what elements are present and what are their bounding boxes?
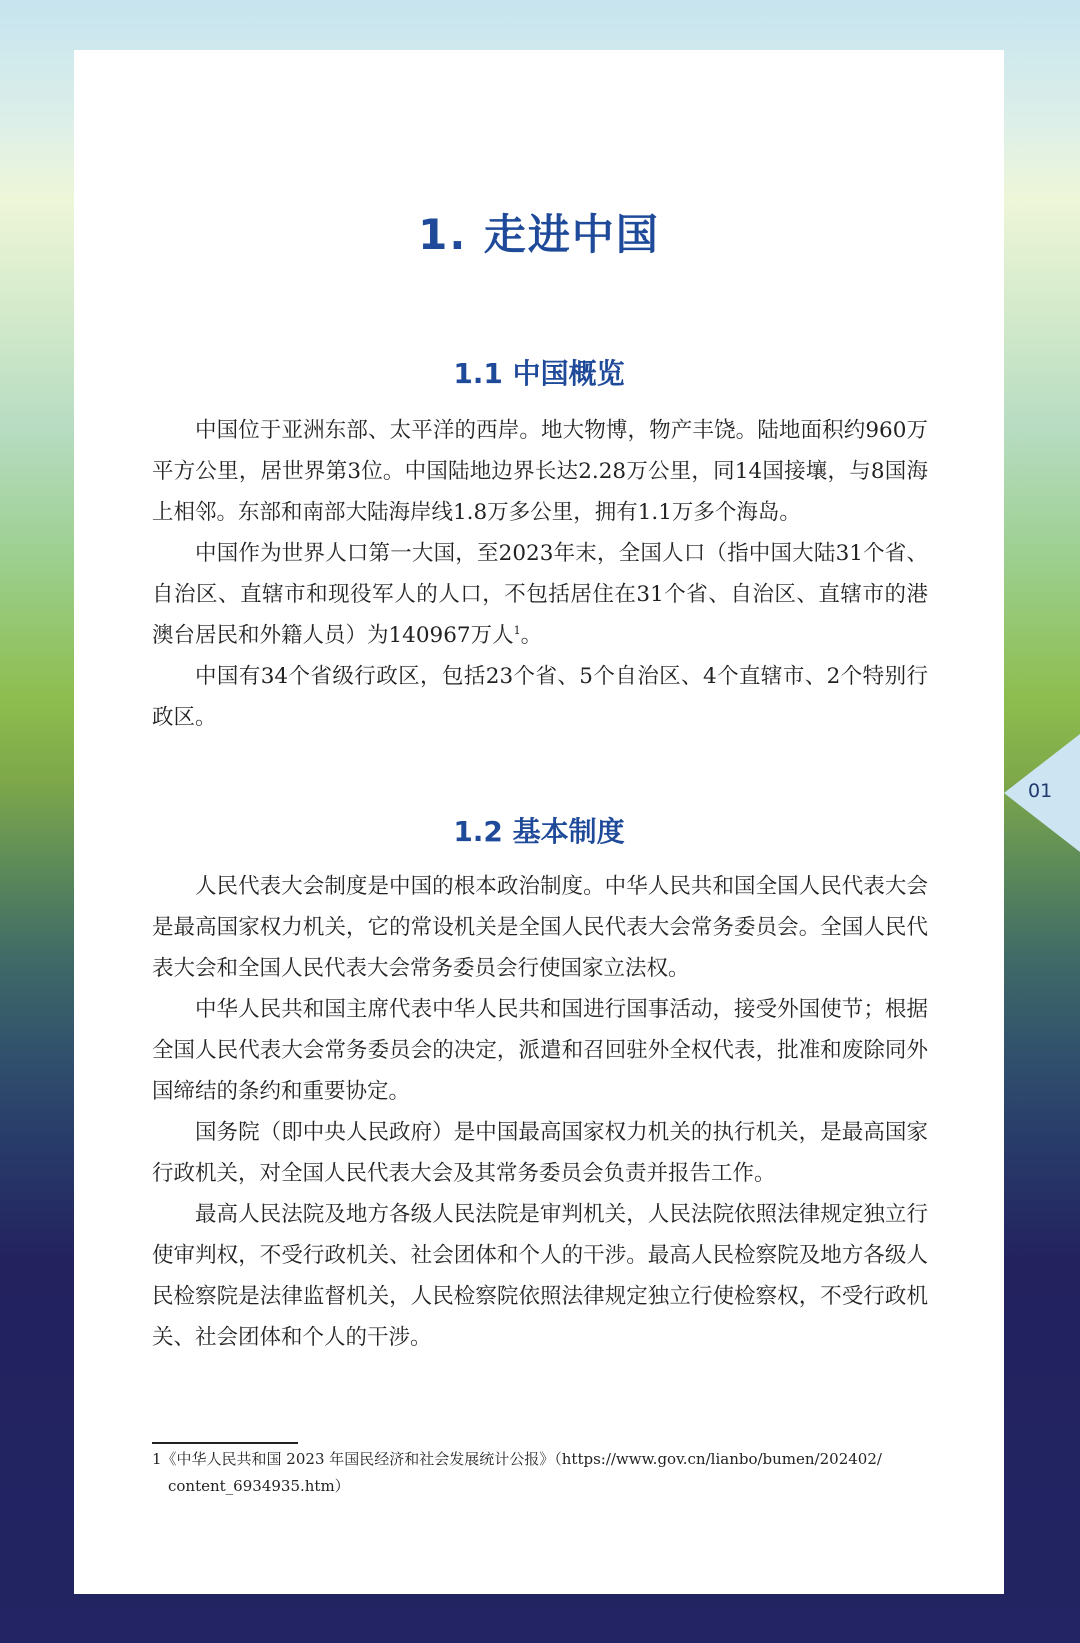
section-body-overview: [152, 410, 928, 738]
section-heading-overview: 1.1 中国概览: [453, 357, 625, 390]
footnote-divider: [152, 1442, 298, 1444]
paragraph: 中华人民共和国主席代表中华人民共和国进行国事活动，接受外国使节；根据全国人民代表大会常务委员会的决定，派遣和召回驻外全权代表，批准和废除同外国缔结的条约和重要协定。: [152, 997, 928, 1104]
paragraph: [152, 533, 928, 656]
section-heading-basic-system: 1.2 基本制度: [453, 815, 625, 848]
paragraph: 人民代表大会制度是中国的根本政治制度。中华人民共和国全国人民代表大会是最高国家权力机关，它的常设机关是全国人民代表大会常务委员会。全国人民代表大会和全国人民代表大会常务委员会行使国家立法权。: [152, 874, 928, 981]
chapter-title: 1. 走进中国: [418, 210, 660, 259]
footnote-line: content_6934935.htm）: [168, 1477, 350, 1495]
paragraph-end-punctuation: 。: [520, 623, 543, 648]
page-number: 01: [1028, 780, 1053, 802]
section-body-basic-system: [152, 866, 928, 1358]
footnote-line: 1《中华人民共和国 2023 年国民经济和社会发展统计公报》（https://www.gov.cn/lianbo/bumen/202402/: [152, 1450, 882, 1468]
footnote-reference: 1: [513, 623, 521, 637]
paragraph: 中国位于亚洲东部、太平洋的西岸。地大物博，物产丰饶。陆地面积约960万平方公里，居世界第3位。中国陆地边界长达2.28万公里，同14国接壤，与8国海上相邻。东部和南部大陆海岸线1.8万多公里，拥有1.1万多个海岛。: [152, 418, 928, 525]
paragraph: 国务院（即中央人民政府）是中国最高国家权力机关的执行机关，是最高国家行政机关，对全国人民代表大会及其常务委员会负责并报告工作。: [152, 1120, 928, 1186]
paragraph-text: 中国作为世界人口第一大国，至2023年末，全国人口（指中国大陆31个省、自治区、直辖市和现役军人的人口，不包括居住在31个省、自治区、直辖市的港澳台居民和外籍人员）为140967万人: [152, 541, 928, 648]
paragraph: 中国有34个省级行政区，包括23个省、5个自治区、4个直辖市、2个特别行政区。: [152, 664, 928, 730]
paragraph: 最高人民法院及地方各级人民法院是审判机关，人民法院依照法律规定独立行使审判权，不受行政机关、社会团体和个人的干涉。最高人民检察院及地方各级人民检察院是法律监督机关，人民检察院依照法律规定独立行使检察权，不受行政机关、社会团体和个人的干涉。: [152, 1202, 928, 1350]
footnote: [152, 1446, 912, 1500]
